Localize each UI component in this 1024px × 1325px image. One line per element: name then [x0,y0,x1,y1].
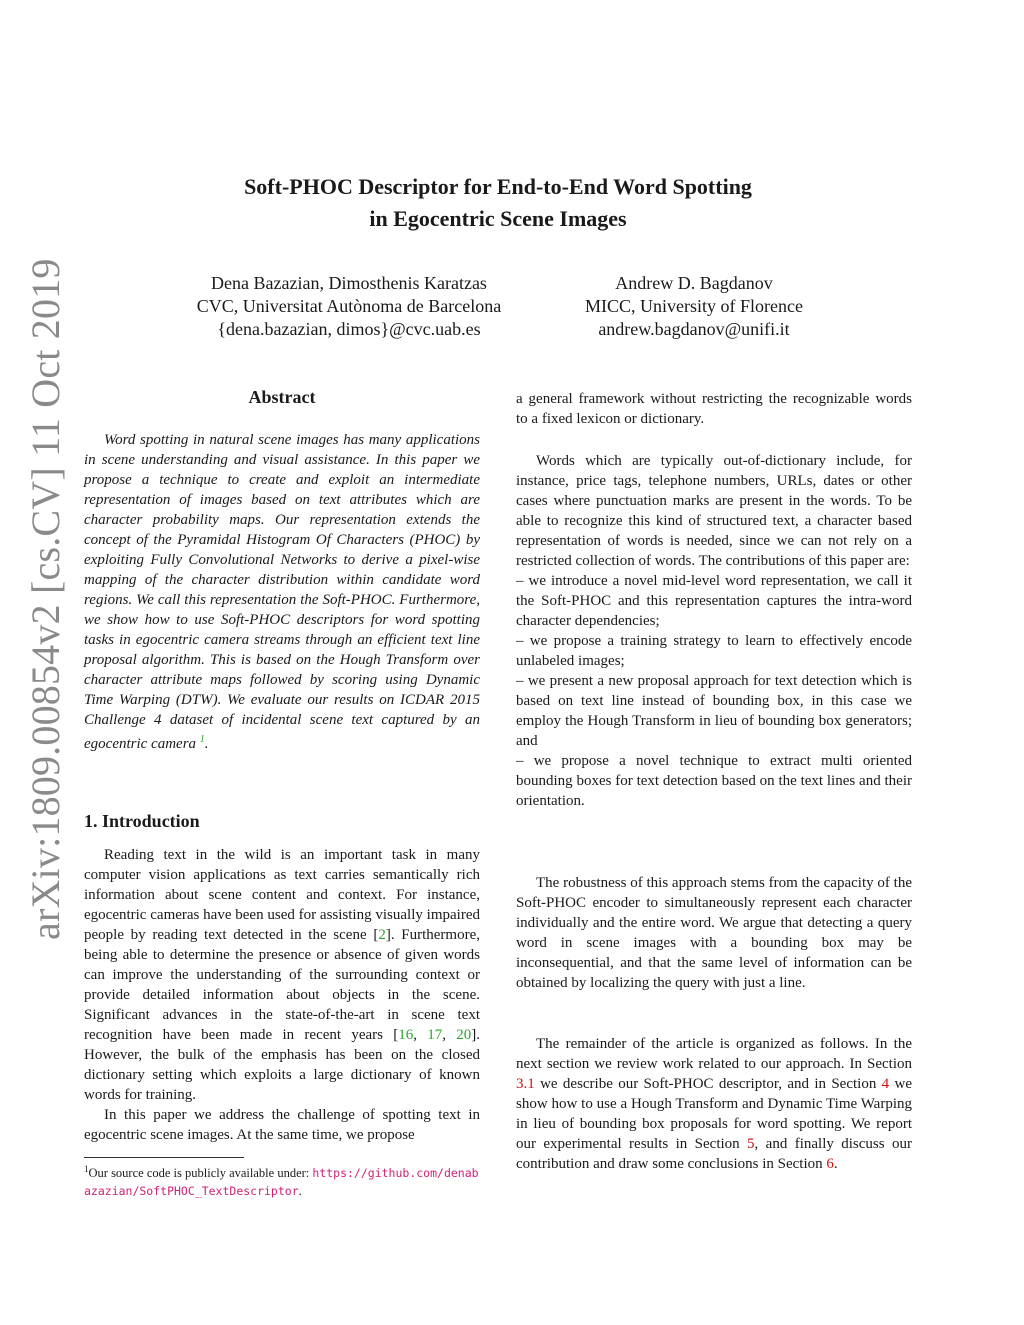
remainder-paragraph: The remainder of the article is organized as follows. In the next section we review work related to our approach. In Section 3.1 we describe our Soft-PHOC descriptor, and in Section 4 we show how to use a Hough Transform and Dynamic Time Warping in lieu of bounding box proposals for word spotting. We report our experimental results in Section 5, and finally discuss our contribution and draw some conclusions in Section 6. [516,1036,912,1172]
contribution-item: – we propose a novel technique to extract multi oriented bounding boxes for text detection based on the text lines and their orientation. [516,753,912,809]
author-email-left: {dena.bazazian, dimos}@cvc.uab.es [217,319,481,339]
footnote-marker[interactable]: 1 [199,734,205,745]
robustness-paragraph: The robustness of this approach stems from the capacity of the Soft-PHOC encoder to simultaneously represent each character individually and the entire word. We argue that detecting a query word in scene images with a bounding box may be inconsequential, and that the same level of information can be obtained by localizing the query with just a line. [516,875,912,991]
introduction-body [84,845,480,1145]
section-ref-4[interactable]: 4 [881,1076,890,1092]
author-block-left [159,272,539,341]
title-line-2: in Egocentric Scene Images [369,206,627,231]
author-affiliation-left: CVC, Universitat Autònoma de Barcelona [196,296,502,316]
arxiv-identifier: arXiv:1809.00854v2 [cs.CV] 11 Oct 2019 [23,258,68,940]
section-ref-6[interactable]: 6 [826,1156,834,1172]
section-ref-3-1[interactable]: 3.1 [516,1076,535,1092]
contribution-item: – we propose a training strategy to learn to effectively encode unlabeled images; [516,633,912,669]
words-paragraph: Words which are typically out-of-dictionary include, for instance, price tags, telephone numbers, URLs, dates or other cases where punctuation marks are present in the words. To be able to recognize this kind of structured text, a character based representation of words is needed, since we can not rely on a restricted collection of words. The contributions of this paper are: [516,453,912,569]
citation-20[interactable]: 20 [456,1027,472,1043]
title-line-1: Soft-PHOC Descriptor for End-to-End Word Spotting [244,174,752,199]
author-names-right: Andrew D. Bagdanov [615,273,773,293]
citation-2[interactable]: 2 [378,927,386,943]
footnote-rule [84,1157,244,1158]
author-names-left: Dena Bazazian, Dimosthenis Karatzas [211,273,487,293]
section-ref-5[interactable]: 5 [747,1136,755,1152]
paper-title [0,174,996,232]
citation-17[interactable]: 17 [427,1027,443,1043]
abstract-heading: Abstract [248,387,316,407]
intro-paragraph-1: Reading text in the wild is an important task in many computer vision applications as text carries semantically rich information about scene content and context. For instance, egocentric cameras have been used for assisting visually impaired people by reading text detected in the scene [2]. Furthermore, being able to determine the presence or absence of given words can improve the understanding of the surrounding context or provide detailed information about objects in the scene. Significant advances in the state-of-the-art in scene text recognition have been made in recent years [16, 17, 20]. However, the bulk of the emphasis has been on the closed dictionary setting which exploits a large dictionary of known words for training. [84,847,481,1103]
introduction-heading: 1. Introduction [84,811,200,831]
abstract-text: Word spotting in natural scene images has many applications in scene understanding and visual assistance. In this paper we propose a technique to create and exploit an intermediate representation of images based on text attributes which are character probability maps. Our representation extends the concept of the Pyramidal Histogram Of Characters (PHOC) by exploiting Fully Convolutional Networks to derive a pixel-wise mapping of the character distribution within candidate word regions. We call this representation the Soft-PHOC. Furthermore, we show how to use Soft-PHOC descriptors for word spotting tasks in egocentric camera streams through an efficient text line proposal algorithm. This is based on the Hough Transform over character attribute maps followed by scoring using Dynamic Time Warping (DTW). We evaluate our results on ICDAR 2015 Challenge 4 dataset of incidental scene text captured by an egocentric camera $^1$. [84,432,480,752]
contribution-item: – we present a new proposal approach for text detection which is based on text line instead of bounding box, in this case we employ the Hough Transform in lieu of bounding box generators; and [516,673,912,749]
source-code-link[interactable]: https://github.com/denabazazian/SoftPHOC_TextDescriptor [84,1166,479,1199]
contributions-paragraph [516,451,912,811]
contribution-item: – we introduce a novel mid-level word representation, we call it the Soft-PHOC and this representation captures the intra-word character dependencies; [516,573,912,629]
author-block-right [504,272,884,341]
intro-paragraph-2: In this paper we address the challenge of spotting text in egocentric scene images. At the same time, we propose [84,1107,480,1143]
footnote: $^1$Our source code is publicly available under: https://github.com/denabazazian/SoftPHOC_TextDescriptor. [84,1164,479,1199]
author-email-right: andrew.bagdanov@unifi.it [598,319,790,339]
right-continuation: a general framework without restricting the recognizable words to a fixed lexicon or dictionary. [516,391,912,427]
citation-16[interactable]: 16 [398,1027,414,1043]
author-affiliation-right: MICC, University of Florence [585,296,803,316]
